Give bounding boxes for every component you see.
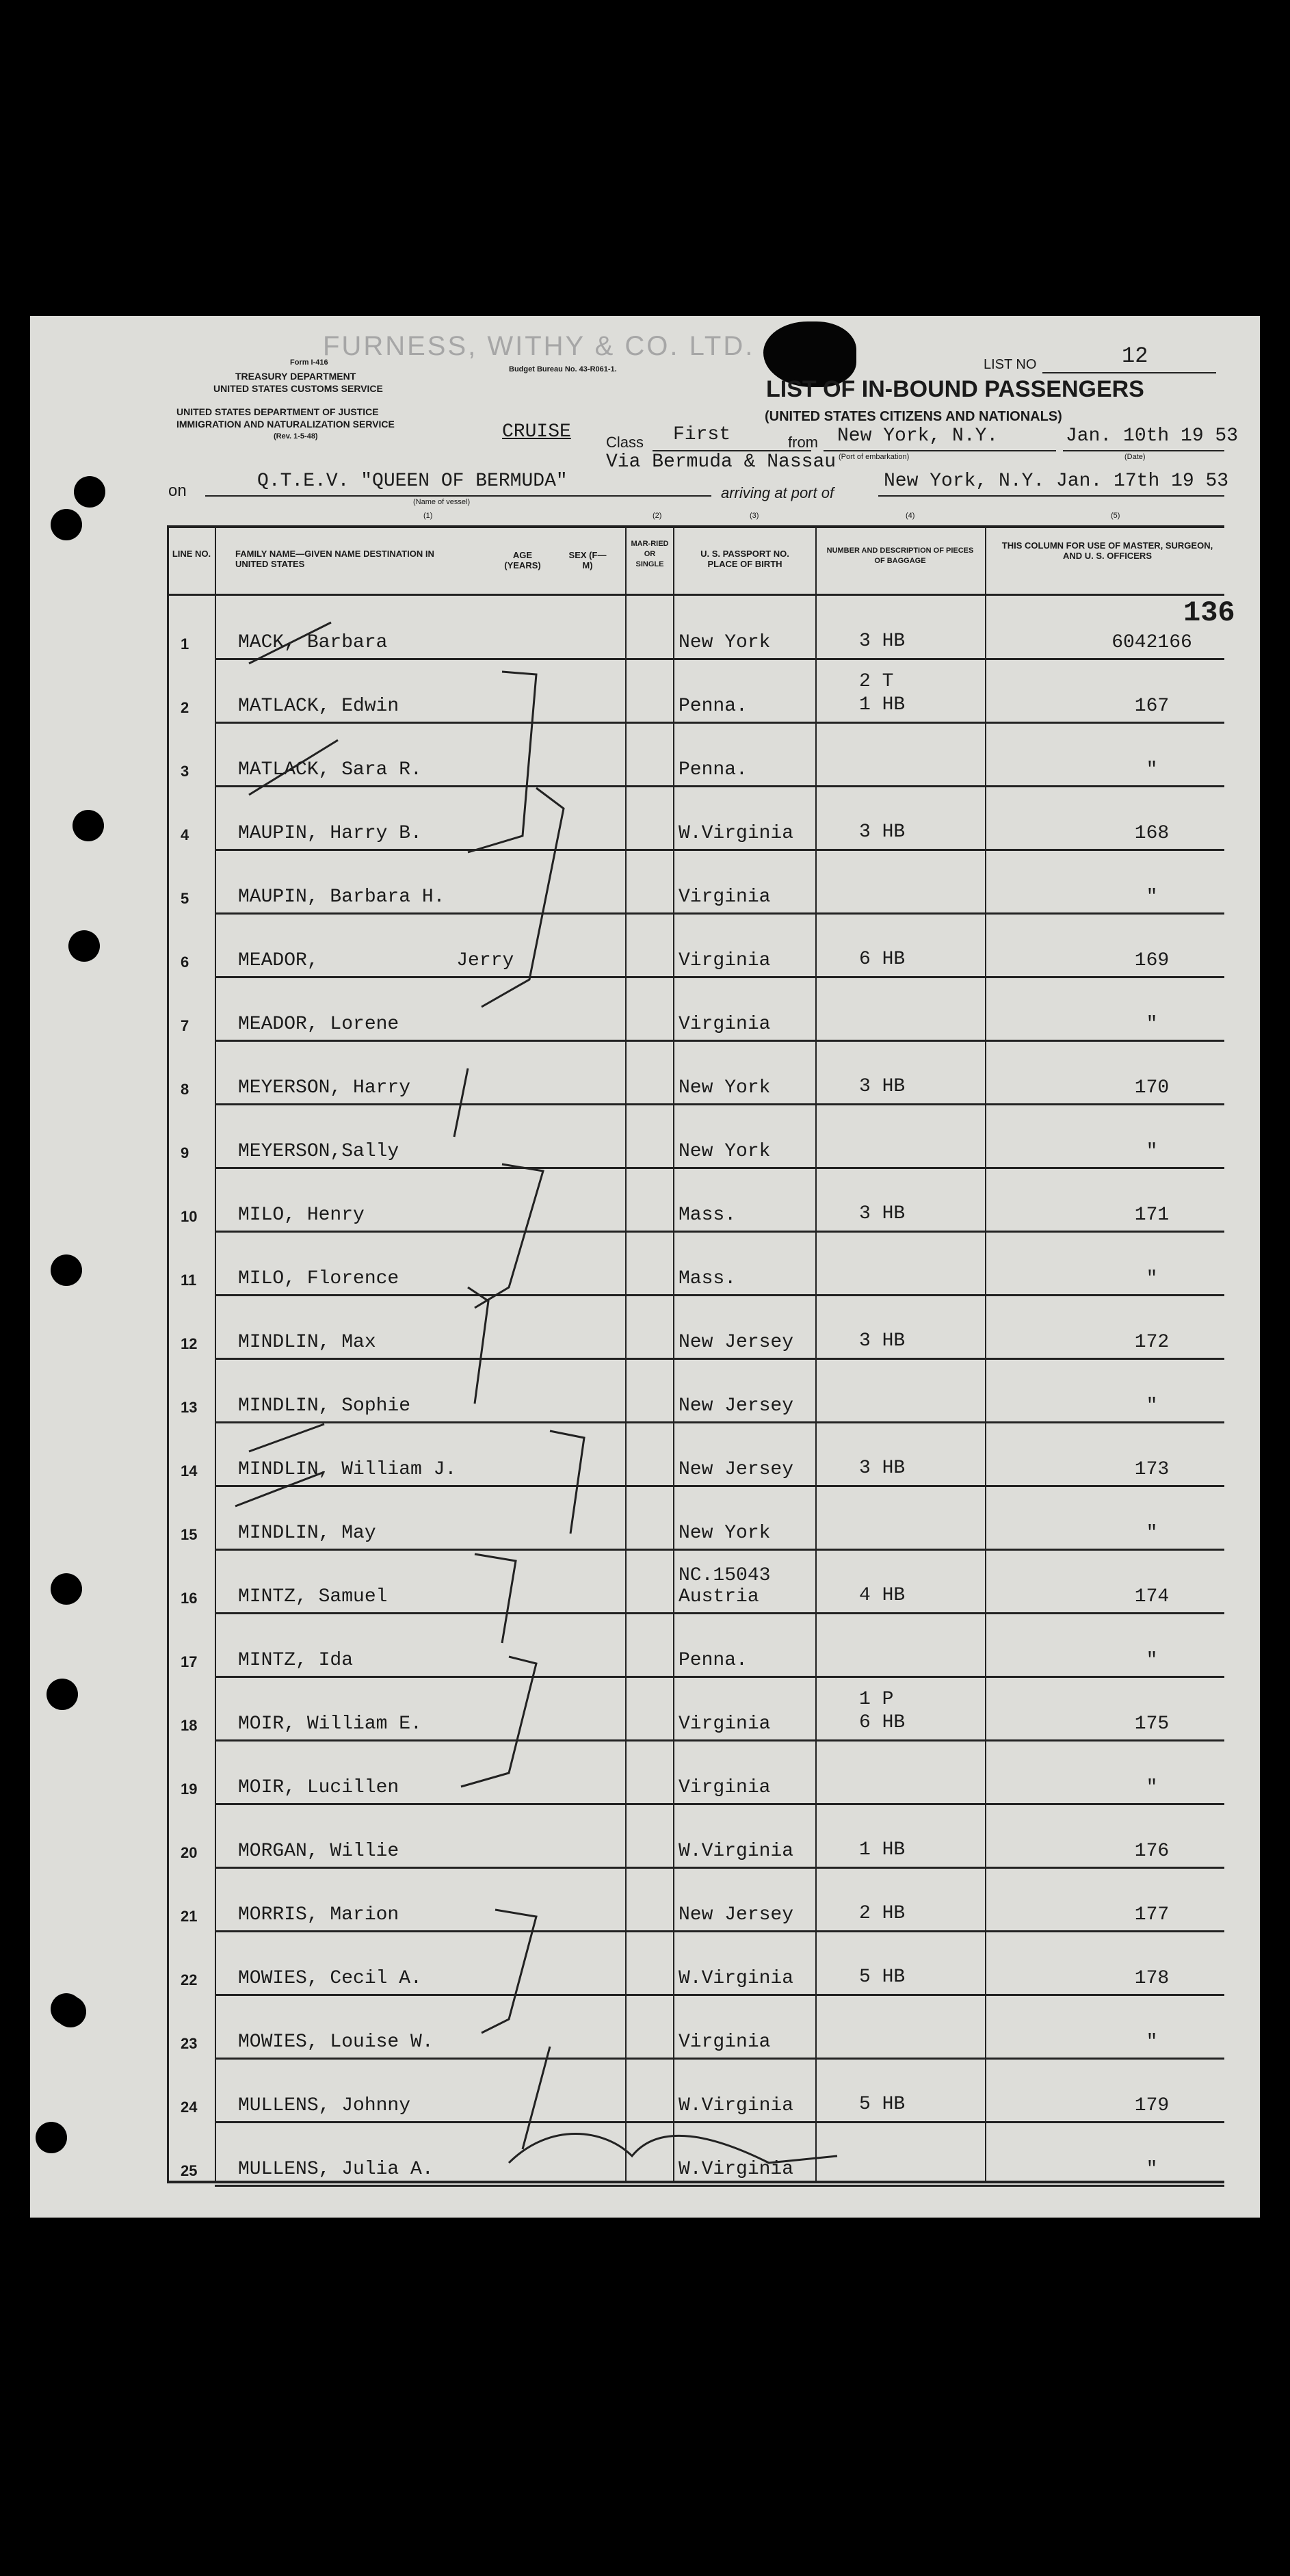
port-embark-label: (Port of embarkation): [839, 453, 910, 461]
place-of-birth: Virginia: [679, 1014, 771, 1035]
form-number: Form I-416: [290, 358, 328, 367]
departure-date: Jan. 10th 19 53: [1066, 425, 1239, 447]
officer-number: 177: [1134, 1904, 1170, 1926]
passenger-name: MULLENS, Julia A.: [238, 2159, 434, 2180]
line-number: 7: [181, 1017, 189, 1034]
place-of-birth: W.Virginia: [679, 1841, 794, 1862]
line-number: 23: [181, 2035, 198, 2052]
from-label: from: [788, 434, 818, 451]
on-label: on: [168, 482, 187, 500]
arrival-port-date: New York, N.Y. Jan. 17th 19 53: [884, 471, 1229, 492]
line-number: 19: [181, 1780, 198, 1798]
passenger-name: MEYERSON, Harry: [238, 1077, 411, 1099]
officer-number: 179: [1134, 2095, 1170, 2116]
officer-number: ": [1146, 1650, 1158, 1671]
passenger-name: MULLENS, Johnny: [238, 2095, 411, 2116]
line-number: 22: [181, 1971, 198, 1988]
officer-number: 168: [1134, 823, 1170, 844]
manifest-sheet: [30, 316, 1260, 2218]
col-age: AGE (YEARS): [504, 550, 541, 570]
form-subtitle: (UNITED STATES CITIZENS AND NATIONALS): [765, 409, 1062, 424]
place-of-birth: New Jersey: [679, 1904, 794, 1926]
passenger-name: MATLACK, Edwin: [238, 696, 399, 717]
passenger-name: MAUPIN, Harry B.: [238, 823, 422, 844]
line-number: 5: [181, 890, 189, 907]
dept-line-3: UNITED STATES DEPARTMENT OF JUSTICE: [176, 406, 379, 417]
cruise-label: CRUISE: [502, 421, 571, 443]
via-route: Via Bermuda & Nassau: [606, 451, 837, 473]
col-num-2: (2): [653, 512, 662, 520]
passenger-name: MORGAN, Willie: [238, 1841, 399, 1862]
date-caption: (Date): [1124, 453, 1146, 461]
officer-number: ": [1146, 1523, 1158, 1544]
baggage-count: 3 HB: [859, 631, 906, 652]
officer-number: ": [1146, 1268, 1158, 1289]
dept-line-4: IMMIGRATION AND NATURALIZATION SERVICE: [176, 419, 395, 430]
line-number: 3: [181, 763, 189, 780]
officer-number: ": [1146, 886, 1158, 908]
place-of-birth: New York: [679, 1141, 771, 1162]
line-number: 10: [181, 1208, 198, 1225]
place-of-birth: Penna.: [679, 1650, 748, 1671]
dept-line-1: TREASURY DEPARTMENT: [235, 371, 356, 382]
dept-line-2: UNITED STATES CUSTOMS SERVICE: [213, 383, 383, 394]
line-number: 4: [181, 826, 189, 843]
budget-bureau: Budget Bureau No. 43-R061-1.: [509, 365, 617, 373]
baggage-count: 2 HB: [859, 1903, 906, 1924]
baggage-count: 3 HB: [859, 1203, 906, 1224]
line-number: 13: [181, 1399, 198, 1416]
col-num-4: (4): [906, 512, 915, 520]
place-of-birth: Mass.: [679, 1268, 737, 1289]
col-name: FAMILY NAME—GIVEN NAME DESTINATION IN UNITED STATES: [235, 549, 434, 569]
passenger-name: MINTZ, Ida: [238, 1650, 354, 1671]
officer-number: 173: [1134, 1459, 1170, 1480]
class-value: First: [673, 424, 731, 445]
col-baggage: NUMBER AND DESCRIPTION OF PIECES OF BAGGAGE: [826, 547, 974, 565]
officer-number: 169: [1134, 950, 1170, 971]
line-number: 20: [181, 1844, 198, 1861]
officer-number: ": [1146, 2032, 1158, 2053]
place-of-birth: Virginia: [679, 2032, 771, 2053]
place-of-birth: NC.15043 Austria: [679, 1565, 771, 1607]
officer-number: ": [1146, 2159, 1158, 2180]
officer-number: 172: [1134, 1332, 1170, 1353]
passenger-name: MINDLIN, William J.: [238, 1459, 457, 1480]
form-title: LIST OF IN-BOUND PASSENGERS: [766, 376, 1144, 402]
place-of-birth: New York: [679, 632, 771, 653]
officer-number: 6042166: [1111, 632, 1192, 653]
passenger-name: MOIR, William E.: [238, 1713, 422, 1735]
col-num-1: (1): [423, 512, 433, 520]
passenger-name: MINTZ, Samuel: [238, 1586, 388, 1607]
col-passport: U. S. PASSPORT NO. PLACE OF BIRTH: [700, 549, 789, 569]
baggage-count: 3 HB: [859, 1076, 906, 1097]
handwritten-check-marks: [30, 316, 1260, 2218]
line-number: 18: [181, 1717, 198, 1734]
passenger-name: MACK, Barbara: [238, 632, 388, 653]
col-married: MAR-RIED OR SINGLE: [631, 540, 669, 568]
line-number: 12: [181, 1335, 198, 1352]
company-name: FURNESS, WITHY & CO. LTD.: [323, 331, 755, 361]
place-of-birth: Virginia: [679, 950, 771, 971]
officer-number: 170: [1134, 1077, 1170, 1099]
passenger-name: MILO, Florence: [238, 1268, 399, 1289]
passenger-name: MINDLIN, Max: [238, 1332, 376, 1353]
place-of-birth: New York: [679, 1523, 771, 1544]
officer-number: 174: [1134, 1586, 1170, 1607]
baggage-count: 3 HB: [859, 822, 906, 843]
passenger-name: MORRIS, Marion: [238, 1904, 399, 1926]
baggage-count: 5 HB: [859, 2094, 906, 2115]
place-of-birth: W.Virginia: [679, 2159, 794, 2180]
col-num-3: (3): [750, 512, 759, 520]
line-number: 1: [181, 635, 189, 653]
place-of-birth: Penna.: [679, 696, 748, 717]
line-number: 24: [181, 2099, 198, 2116]
page-stamp-number: 136: [1183, 596, 1235, 629]
place-of-birth: Mass.: [679, 1205, 737, 1226]
line-number: 25: [181, 2162, 198, 2179]
passenger-name: MOIR, Lucillen: [238, 1777, 399, 1798]
baggage-count: 3 HB: [859, 1458, 906, 1479]
line-number: 6: [181, 954, 189, 971]
passenger-name: MINDLIN, May: [238, 1523, 376, 1544]
passenger-name: MEADOR, Lorene: [238, 1014, 399, 1035]
place-of-birth: New Jersey: [679, 1332, 794, 1353]
line-number: 17: [181, 1653, 198, 1670]
baggage-count: 3 HB: [859, 1330, 906, 1352]
officer-number: ": [1146, 1141, 1158, 1162]
list-no-value: 12: [1122, 343, 1148, 369]
passenger-name: MEYERSON,Sally: [238, 1141, 399, 1162]
class-label: Class: [606, 434, 644, 451]
officer-number: ": [1146, 1777, 1158, 1798]
baggage-count: 2 T 1 HB: [859, 671, 906, 715]
line-number: 11: [181, 1272, 197, 1289]
from-value: New York, N.Y.: [837, 425, 999, 447]
baggage-count: 6 HB: [859, 949, 906, 970]
officer-number: 176: [1134, 1841, 1170, 1862]
list-no-label: LIST NO: [984, 357, 1037, 372]
officer-number: 175: [1134, 1713, 1170, 1735]
line-number: 9: [181, 1144, 189, 1161]
passenger-name: MATLACK, Sara R.: [238, 759, 422, 780]
line-number: 16: [181, 1590, 198, 1607]
passenger-name: MILO, Henry: [238, 1205, 365, 1226]
passenger-name: MINDLIN, Sophie: [238, 1395, 411, 1417]
baggage-count: 1 P 6 HB: [859, 1689, 906, 1733]
place-of-birth: New York: [679, 1077, 771, 1099]
col-line-no: LINE NO.: [172, 549, 211, 559]
place-of-birth: Penna.: [679, 759, 748, 780]
line-number: 8: [181, 1081, 189, 1098]
passenger-name: MEADOR, Jerry: [238, 950, 514, 971]
col-num-5: (5): [1111, 512, 1120, 520]
baggage-count: 1 HB: [859, 1839, 906, 1861]
officer-number: 167: [1134, 696, 1170, 717]
officer-number: ": [1146, 759, 1158, 780]
passenger-name: MAUPIN, Barbara H.: [238, 886, 445, 908]
revision: (Rev. 1-5-48): [274, 432, 318, 441]
place-of-birth: W.Virginia: [679, 1968, 794, 1989]
place-of-birth: New Jersey: [679, 1395, 794, 1417]
vessel-caption: (Name of vessel): [413, 498, 471, 506]
officer-number: 171: [1134, 1205, 1170, 1226]
vessel-name: Q.T.E.V. "QUEEN OF BERMUDA": [257, 471, 568, 492]
line-number: 21: [181, 1908, 198, 1925]
officer-number: ": [1146, 1014, 1158, 1035]
baggage-count: 5 HB: [859, 1967, 906, 1988]
officer-number: 178: [1134, 1968, 1170, 1989]
officer-number: ": [1146, 1395, 1158, 1417]
passenger-name: MOWIES, Cecil A.: [238, 1968, 422, 1989]
baggage-count: 4 HB: [859, 1585, 906, 1606]
col-officers: THIS COLUMN FOR USE OF MASTER, SURGEON, AND U. S. OFFICERS: [1001, 540, 1213, 561]
arriving-label: arriving at port of: [721, 484, 834, 501]
line-number: 2: [181, 699, 189, 716]
line-number: 15: [181, 1526, 198, 1543]
place-of-birth: Virginia: [679, 1777, 771, 1798]
place-of-birth: New Jersey: [679, 1459, 794, 1480]
passenger-name: MOWIES, Louise W.: [238, 2032, 434, 2053]
place-of-birth: Virginia: [679, 886, 771, 908]
place-of-birth: W.Virginia: [679, 2095, 794, 2116]
line-number: 14: [181, 1462, 198, 1480]
place-of-birth: W.Virginia: [679, 823, 794, 844]
col-sex: SEX (F—M): [568, 550, 607, 570]
place-of-birth: Virginia: [679, 1713, 771, 1735]
